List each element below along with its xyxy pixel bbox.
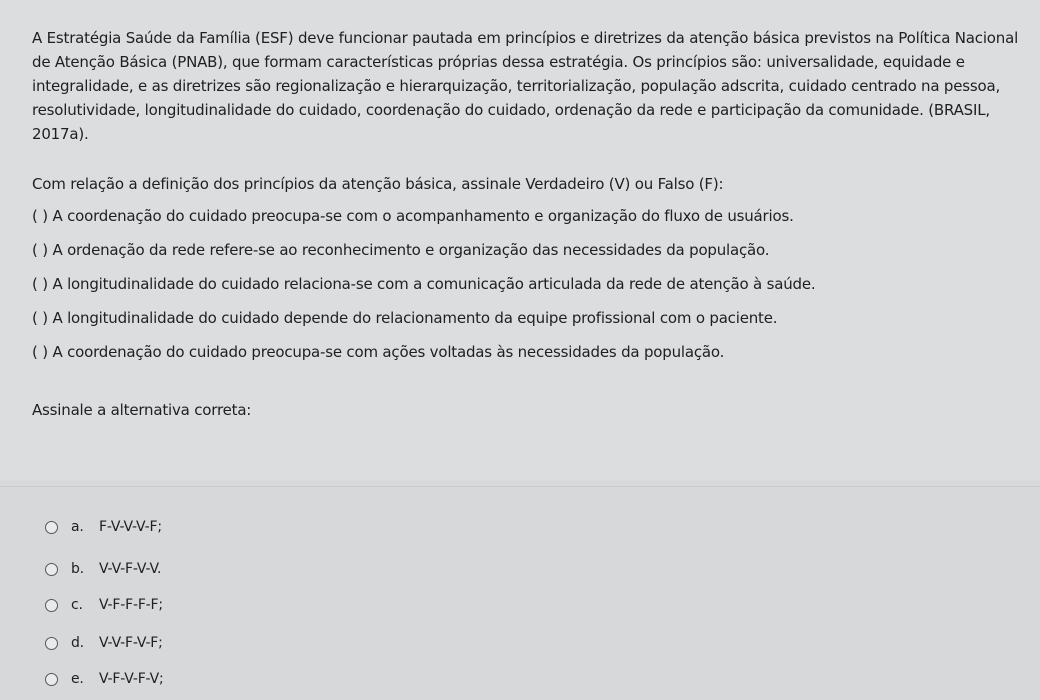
question-prompt: Com relação a definição dos princípios da atenção básica, assinale Verdadeiro (V) ou Falso (F): xyxy=(32,175,724,193)
option-letter: a. xyxy=(71,519,84,535)
option-text: V-V-F-V-F; xyxy=(99,635,163,651)
option-d[interactable] xyxy=(45,631,163,655)
statement-list xyxy=(32,204,1022,374)
statement-item: ( ) A ordenação da rede refere-se ao reconhecimento e organização das necessidades da população. xyxy=(32,241,770,259)
radio-button-icon[interactable] xyxy=(45,599,58,612)
option-b[interactable] xyxy=(45,557,161,581)
option-letter: c. xyxy=(71,597,83,613)
option-c[interactable] xyxy=(45,593,163,617)
radio-button-icon[interactable] xyxy=(45,563,58,576)
option-text: V-V-F-V-V. xyxy=(99,561,162,577)
option-text: V-F-V-F-V; xyxy=(99,671,164,687)
statement-item: ( ) A longitudinalidade do cuidado relaciona-se com a comunicação articulada da rede de atenção à saúde. xyxy=(32,275,816,293)
question-intro: A Estratégia Saúde da Família (ESF) deve funcionar pautada em princípios e diretrizes da atenção básica previstos na Política Nacional de Atenção Básica (PNAB), que formam características próprias dessa estratégia. Os princípios são: universalidade, equidade e integralidade, e as diretrizes são regionalização e hierarquização, territorialização, população adscrita, cuidado centrado na pessoa, resolutividade, longitudinalidade do cuidado, coordenação do cuidado, ordenação da rede e participação da comunidade. (BRASIL, 2017a). xyxy=(32,29,1019,143)
option-text: V-F-F-F-F; xyxy=(99,597,163,613)
option-letter: b. xyxy=(71,561,84,577)
answer-options xyxy=(0,486,1040,700)
option-a[interactable] xyxy=(45,515,162,539)
option-text: F-V-V-V-F; xyxy=(99,519,162,535)
radio-button-icon[interactable] xyxy=(45,673,58,686)
radio-button-icon[interactable] xyxy=(45,521,58,534)
statement-item: ( ) A coordenação do cuidado preocupa-se com ações voltadas às necessidades da população. xyxy=(32,343,725,361)
option-letter: d. xyxy=(71,635,84,651)
option-letter: e. xyxy=(71,671,84,687)
statement-item: ( ) A coordenação do cuidado preocupa-se com o acompanhamento e organização do fluxo de usuários. xyxy=(32,207,794,225)
option-e[interactable] xyxy=(45,667,163,691)
radio-button-icon[interactable] xyxy=(45,637,58,650)
statement-item: ( ) A longitudinalidade do cuidado depende do relacionamento da equipe profissional com o paciente. xyxy=(32,309,778,327)
answer-instruction: Assinale a alternativa correta: xyxy=(32,401,252,419)
